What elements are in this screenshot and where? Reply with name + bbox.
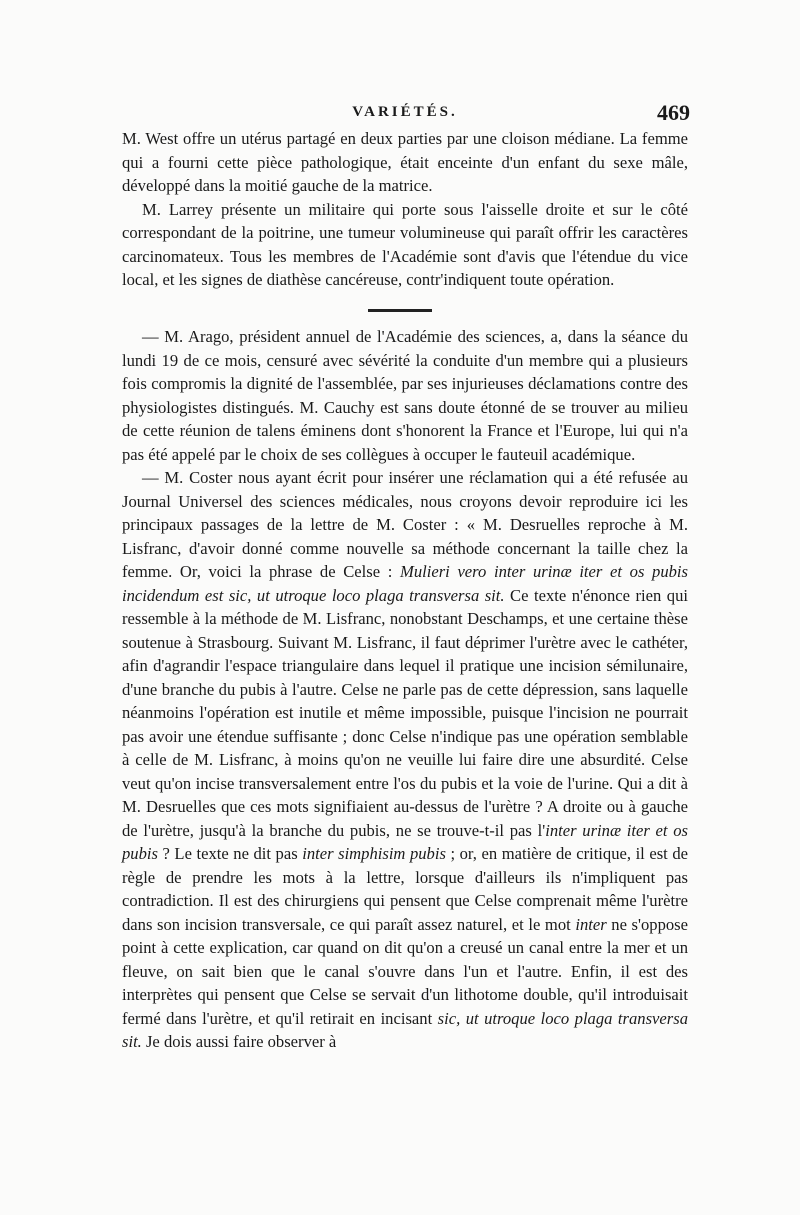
coster-text-3: ? Le texte ne dit pas	[157, 844, 303, 863]
text-block-academy-notes	[122, 127, 688, 292]
page-number: 469	[657, 100, 690, 125]
coster-text-5: ne s'oppose point à cette explication, car quand on dit qu'on a creusé un canal entre la mer et un fleuve, on sait bien que le canal s'ouvre dans l'un et l'autre. Enfin, il est des interprètes qui pensent que Celse se servait d'un lithotome double, qu'il introduisait fermé dans l'urètre, et qu'il retirait en incisant	[122, 914, 688, 1028]
paragraph-coster	[122, 466, 688, 1054]
paragraph-larrey: M. Larrey présente un militaire qui porte sous l'aisselle droite et sur le côté correspondant de la poitrine, une tumeur volumineuse qui paraît offrir les caractères carcinomateux. Tous les membres de l'Académie sont d'avis que l'étendue du vice local, et les signes de diathèse cancéreuse, contr'indiquent toute opération.	[122, 199, 688, 289]
latin-quote-inter-urinae: inter urinæ iter et os pubis	[122, 820, 688, 863]
coster-text-6: Je dois aussi faire observer à	[141, 1032, 337, 1051]
page-header	[120, 100, 690, 130]
running-title: VARIÉTÉS.	[352, 104, 458, 120]
paragraph-arago: — M. Arago, président annuel de l'Académie des sciences, a, dans la séance du lundi 19 de ce mois, censuré avec sévérité la conduite d'un membre qui a plusieurs fois compromis la dignité de l'assemblée, par ses injurieuses déclamations contre des physiologistes distingués. M. Cauchy est sans doute étonné de se trouver au milieu de cette réunion de talens éminens dont s'honorent la France et l'Europe, lui qui n'a pas été appelé par le choix de ses collègues à occuper le fauteuil académique.	[122, 327, 688, 464]
paragraph-west: M. West offre un utérus partagé en deux parties par une cloison médiane. La femme qui a fourni cette pièce pathologique, était enceinte d'un enfant du sexe mâle, développé dans la moitié gauche de la matrice.	[122, 129, 688, 195]
coster-text-1: — M. Coster nous ayant écrit pour insérer une réclamation qui a été refusée au Journal Universel des sciences médicales, nous croyons devoir reproduire ici les principaux passages de la lettre de M. Coster : « M. Desruelles reproche à M. Lisfranc, d'avoir donné comme nouvelle sa méthode concernant la taille chez la femme. Or, voici la phrase de Celse :	[122, 468, 688, 581]
coster-text-2: Ce texte n'énonce rien qui ressemble à la méthode de M. Lisfranc, nonobstant Deschamps, et une certaine thèse soutenue à Strasbourg. Suivant M. Lisfranc, il faut déprimer l'urètre avec le cathéter, afin d'agrandir l'espace triangulaire dans lequel il pratique une incision sémilunaire, d'une branche du pubis à l'autre. Celse ne parle pas de cette dépression, sans laquelle néanmoins l'opération est inutile et même impossible, puisque l'incision ne pourrait pas avoir une étendue suffisante ; donc Celse n'indique pas une opération semblable à celle de M. Lisfranc, à moins qu'on ne veuille lui faire dire une absurdité. Celse veut qu'on incise transversalement entre l'os du pubis et la voie de l'urine. Qui a dit à M. Desruelles que ces mots signifiaient au-dessus de l'urètre ? A droite ou à gauche de l'urètre, jusqu'à la branche du pubis, ne se trouve-t-il pas l'	[122, 585, 688, 840]
latin-quote-celse: Mulieri vero inter urinæ iter et os pubis incidendum est sic, ut utroque loco plaga transversa sit.	[122, 562, 689, 605]
latin-quote-simphisim: inter simphisim pubis	[302, 844, 446, 863]
latin-word-inter: inter	[575, 914, 607, 934]
latin-quote-sic: sic, ut utroque loco plaga transversa sit.	[122, 1008, 688, 1051]
coster-text-4: ; or, en matière de critique, il est de règle de prendre les mots à la lettre, lorsque d'ailleurs ils n'impliquent pas contradiction. Il est des chirurgiens qui pensent que Celse comprenait même l'urètre dans son incision transversale, ce qui paraît assez naturel, et le mot	[122, 844, 688, 934]
section-divider	[368, 309, 432, 312]
text-block-news	[122, 325, 688, 1054]
